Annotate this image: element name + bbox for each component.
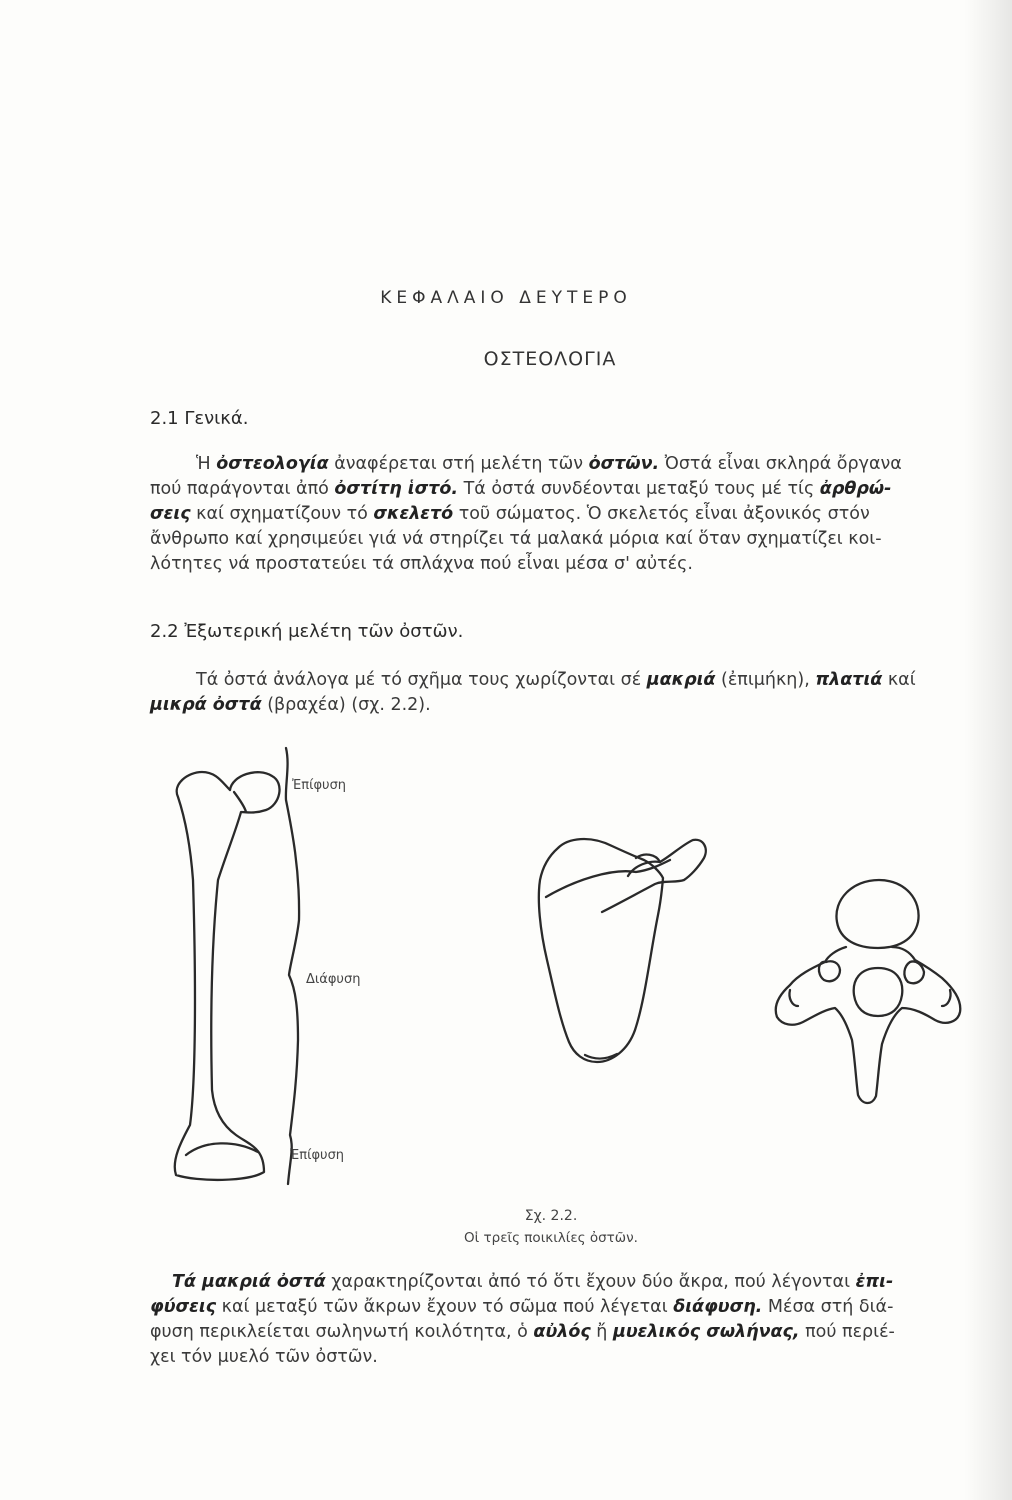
emphasis-term: Τά μακριά ὀστά bbox=[172, 1272, 326, 1292]
text-run: ἀναφέρεται στή μελέτη τῶν bbox=[328, 454, 589, 474]
label-epiphysis-bottom: Ἐπίφυση bbox=[290, 1148, 345, 1163]
label-epiphysis-top: Ἐπίφυση bbox=[292, 778, 347, 793]
text-run: χαρακτηρίζονται ἀπό τό ὅτι ἔχουν δύο ἄκρα, πού λέγονται bbox=[325, 1272, 856, 1292]
emphasis-term: μυελικός σωλήνας, bbox=[612, 1322, 800, 1342]
text-run: καί σχηματίζουν τό bbox=[190, 504, 374, 524]
text-line: ἄνθρωπο καί χρησιμεύει γιά νά στηρίζει τά μαλακά μόρια καί ὅταν σχηματίζει κοι- bbox=[150, 529, 882, 549]
long-bone-drawing bbox=[175, 772, 280, 1180]
emphasis-term: ὀστίτη ἱστό. bbox=[334, 479, 459, 499]
text-run: (ἐπιμήκη), bbox=[715, 670, 816, 690]
figure-caption-text: Οἱ τρεῖς ποικιλίες ὀστῶν. bbox=[464, 1230, 638, 1246]
text-run: Μέσα στή διά- bbox=[762, 1297, 894, 1317]
emphasis-term: ἀρθρώ- bbox=[819, 479, 892, 499]
closing-paragraph bbox=[150, 1270, 970, 1370]
vertebra-right-facet bbox=[904, 961, 924, 983]
text-run: ἤ bbox=[590, 1322, 613, 1342]
text-run: Τά ὀστά συνδέονται μεταξύ τους μέ τίς bbox=[458, 479, 820, 499]
text-line bbox=[150, 1320, 970, 1345]
vertebra-left-process bbox=[789, 990, 798, 1006]
emphasis-term: ὀστῶν. bbox=[588, 454, 660, 474]
text-run: Ὀστά εἶναι σκληρά ὄργανα bbox=[659, 454, 902, 474]
figure-caption-number: Σχ. 2.2. bbox=[524, 1208, 578, 1224]
emphasis-term: ἐπι- bbox=[855, 1272, 894, 1292]
emphasis-term: σκελετό bbox=[373, 504, 454, 524]
emphasis-term: μακριά bbox=[646, 670, 716, 690]
emphasis-term: φύσεις bbox=[150, 1297, 217, 1317]
emphasis-term: πλατιά bbox=[815, 670, 883, 690]
text-line bbox=[150, 1270, 970, 1295]
text-run: τοῦ σώματος. Ὁ σκελετός εἶναι ἀξονικός στόν bbox=[453, 504, 870, 524]
long-bone-head-line bbox=[234, 792, 246, 812]
flat-bone-drawing bbox=[539, 839, 663, 1062]
text-run: Ἡ bbox=[196, 454, 217, 474]
section-heading-external-study: 2.2 Ἐξωτερική μελέτη τῶν ὀστῶν. bbox=[150, 621, 464, 642]
long-bone-distal-line bbox=[186, 1143, 258, 1155]
vertebra-right-process bbox=[942, 990, 951, 1006]
emphasis-term: διάφυση. bbox=[673, 1297, 763, 1317]
section-heading-general: 2.1 Γενικά. bbox=[150, 408, 249, 429]
vertebra-foramen bbox=[854, 968, 903, 1016]
emphasis-term: σεις bbox=[150, 504, 191, 524]
page-title: ΟΣΤΕΟΛΟΓΙΑ bbox=[483, 348, 617, 370]
flat-bone-acromion bbox=[602, 840, 706, 912]
vertebra-body bbox=[836, 880, 918, 948]
text-line bbox=[150, 1295, 970, 1320]
emphasis-term: αὐλός bbox=[533, 1322, 591, 1342]
chapter-heading: ΚΕΦΑΛΑΙΟ ΔΕΥΤΕΡΟ bbox=[380, 288, 632, 308]
emphasis-term: μικρά ὀστά bbox=[150, 695, 262, 715]
text-run: πού παράγονται ἀπό bbox=[150, 479, 335, 499]
text-run: (βραχέα) (σχ. 2.2). bbox=[261, 695, 431, 715]
bracket-line bbox=[286, 748, 299, 1184]
text-run: καί bbox=[882, 670, 916, 690]
text-run: Τά ὀστά ἀνάλογα μέ τό σχῆμα τους χωρίζονται σέ bbox=[196, 670, 647, 690]
text-line: χει τόν μυελό τῶν ὀστῶν. bbox=[150, 1347, 378, 1367]
emphasis-term: ὀστεολογία bbox=[216, 454, 329, 474]
text-run: πού περιέ- bbox=[799, 1322, 895, 1342]
text-line: λότητες νά προστατεύει τά σπλάχνα πού εἶναι μέσα σ' αὐτές. bbox=[150, 554, 693, 574]
text-run: καί μεταξύ τῶν ἄκρων ἔχουν τό σῶμα πού λέγεται bbox=[216, 1297, 674, 1317]
text-run: φυση περικλείεται σωληνωτή κοιλότητα, ὁ bbox=[150, 1322, 534, 1342]
label-diaphysis: Διάφυση bbox=[306, 972, 361, 987]
